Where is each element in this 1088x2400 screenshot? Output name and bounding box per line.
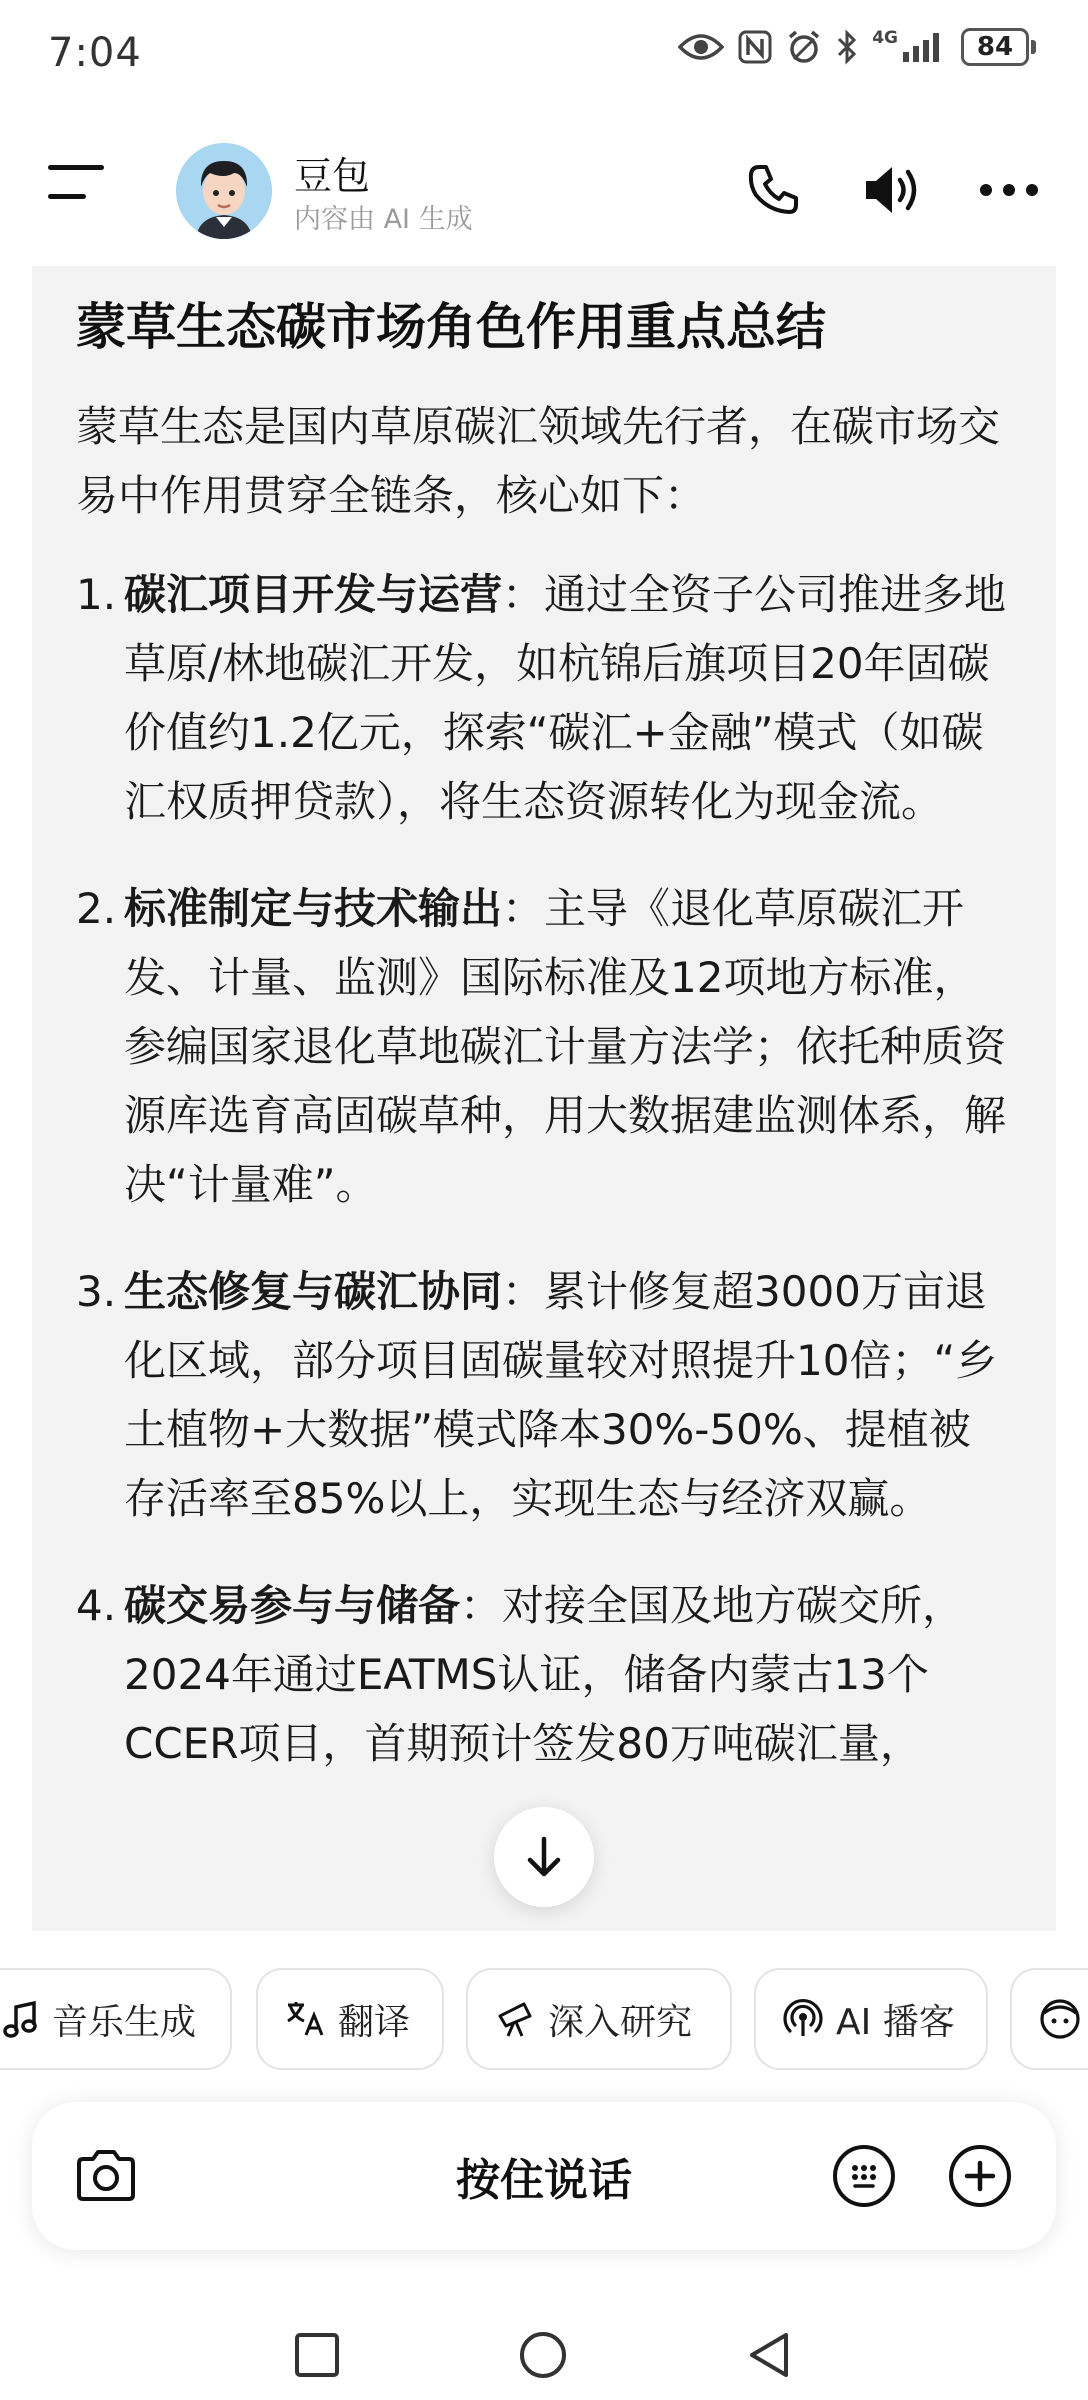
- eye-icon: [678, 31, 724, 63]
- status-bar: [0, 0, 1088, 110]
- list-item: [76, 1571, 1012, 1778]
- battery-indicator: [961, 28, 1036, 66]
- chip-ai-podcast[interactable]: [754, 1968, 988, 2070]
- point-body: ：主导《退化草原碳汇开发、计量、监测》国际标准及12项地方标准，参编国家退化草地碳汇计量方法学；依托种质资源库选育高固碳草种，用大数据建监测体系，解决“计量难”。: [124, 884, 1007, 1209]
- bot-name: 豆包: [294, 154, 371, 198]
- point-body: ：累计修复超3000万亩退化区域，部分项目固碳量较对照提升10倍；“乡土植物+大数据”模式降本30%-50%、提植被存活率至85%以上，实现生态与经济双赢。: [124, 1267, 998, 1523]
- camera-button[interactable]: [66, 2136, 146, 2216]
- podcast-icon: [782, 1998, 824, 2040]
- chip-music-generation[interactable]: [0, 1968, 232, 2070]
- battery-level: 84: [961, 28, 1029, 66]
- back-triangle-icon: [746, 2330, 792, 2380]
- status-icons: [678, 28, 1036, 66]
- alarm-icon: [786, 29, 822, 65]
- phone-call-button[interactable]: [738, 155, 808, 225]
- bot-avatar[interactable]: [176, 143, 272, 239]
- more-options-button[interactable]: [974, 155, 1044, 225]
- avatar-face-icon: [176, 143, 272, 239]
- point-heading: 生态修复与碳汇协同: [124, 1267, 503, 1316]
- speaker-icon: [862, 162, 924, 218]
- circle-icon: [518, 2330, 568, 2380]
- keyboard-toggle-button[interactable]: [824, 2136, 904, 2216]
- hold-to-talk-button[interactable]: 按住说话: [456, 2155, 632, 2206]
- chip-label: 音乐生成: [52, 2001, 197, 2043]
- list-number: 2.: [76, 884, 117, 933]
- ai-generated-note: 内容由 AI 生成: [294, 204, 473, 235]
- key-points-list: [76, 560, 1012, 1778]
- battery-tip: [1031, 40, 1036, 54]
- add-attachment-button[interactable]: [940, 2136, 1020, 2216]
- translate-icon: [284, 1999, 326, 2039]
- bluetooth-icon: [836, 29, 858, 65]
- menu-button[interactable]: [48, 165, 108, 205]
- keypad-icon: [831, 2143, 897, 2209]
- square-icon: [294, 2332, 340, 2378]
- system-navigation-bar: [0, 2300, 1088, 2400]
- menu-line: [48, 194, 86, 199]
- input-bar: [32, 2102, 1056, 2250]
- telescope-icon: [494, 1998, 536, 2040]
- message-title: 蒙草生态碳市场角色作用重点总结: [76, 298, 826, 356]
- back-button[interactable]: [734, 2320, 804, 2390]
- chip-more[interactable]: [1010, 1968, 1088, 2070]
- signal-indicator: [872, 30, 947, 64]
- scroll-to-bottom-button[interactable]: [494, 1807, 594, 1907]
- recent-apps-button[interactable]: [282, 2320, 352, 2390]
- status-time: 7:04: [48, 30, 142, 76]
- list-item: [76, 874, 1012, 1219]
- quick-action-chips: [0, 1968, 1088, 2070]
- point-body: ：通过全资子公司推进多地草原/林地碳汇开发，如杭锦后旗项目20年固碳价值约1.2亿元，探索“碳汇+金融”模式（如碳汇权质押贷款），将生态资源转化为现金流。: [124, 570, 1007, 826]
- more-dots-icon: [979, 183, 1039, 197]
- speaker-button[interactable]: [858, 155, 928, 225]
- camera-icon: [73, 2147, 139, 2205]
- chip-deep-research[interactable]: [466, 1968, 732, 2070]
- arrow-down-icon: [524, 1835, 564, 1879]
- chip-label: AI 播客: [836, 2001, 955, 2043]
- home-button[interactable]: [508, 2320, 578, 2390]
- list-number: 4.: [76, 1581, 117, 1630]
- point-heading: 碳交易参与与储备: [124, 1581, 461, 1630]
- chip-translate[interactable]: [256, 1968, 444, 2070]
- point-heading: 碳汇项目开发与运营: [124, 570, 503, 619]
- menu-line: [48, 165, 104, 170]
- message-bubble: [32, 266, 1056, 1931]
- plus-circle-icon: [947, 2143, 1013, 2209]
- chip-label: 翻译: [338, 2001, 411, 2043]
- music-note-icon: [0, 1999, 40, 2039]
- point-heading: 标准制定与技术输出: [124, 884, 503, 933]
- network-type: 4G: [872, 28, 898, 48]
- signal-bars-icon: [901, 30, 947, 64]
- point-body: ：对接全国及地方碳交所，2024年通过EATMS认证，储备内蒙古13个CCER项目，首期预计签发80万吨碳汇量，: [124, 1581, 965, 1768]
- list-item: [76, 1257, 1012, 1533]
- list-number: 1.: [76, 570, 117, 619]
- list-item: [76, 560, 1012, 836]
- chip-label: 深入研究: [548, 2001, 693, 2043]
- nfc-icon: [738, 30, 772, 64]
- message-intro: 蒙草生态是国内草原碳汇领域先行者，在碳市场交易中作用贯穿全链条，核心如下：: [76, 402, 1001, 520]
- emoji-face-icon: [1038, 1997, 1082, 2041]
- phone-icon: [745, 162, 801, 218]
- list-number: 3.: [76, 1267, 117, 1316]
- chat-header: [0, 125, 1088, 250]
